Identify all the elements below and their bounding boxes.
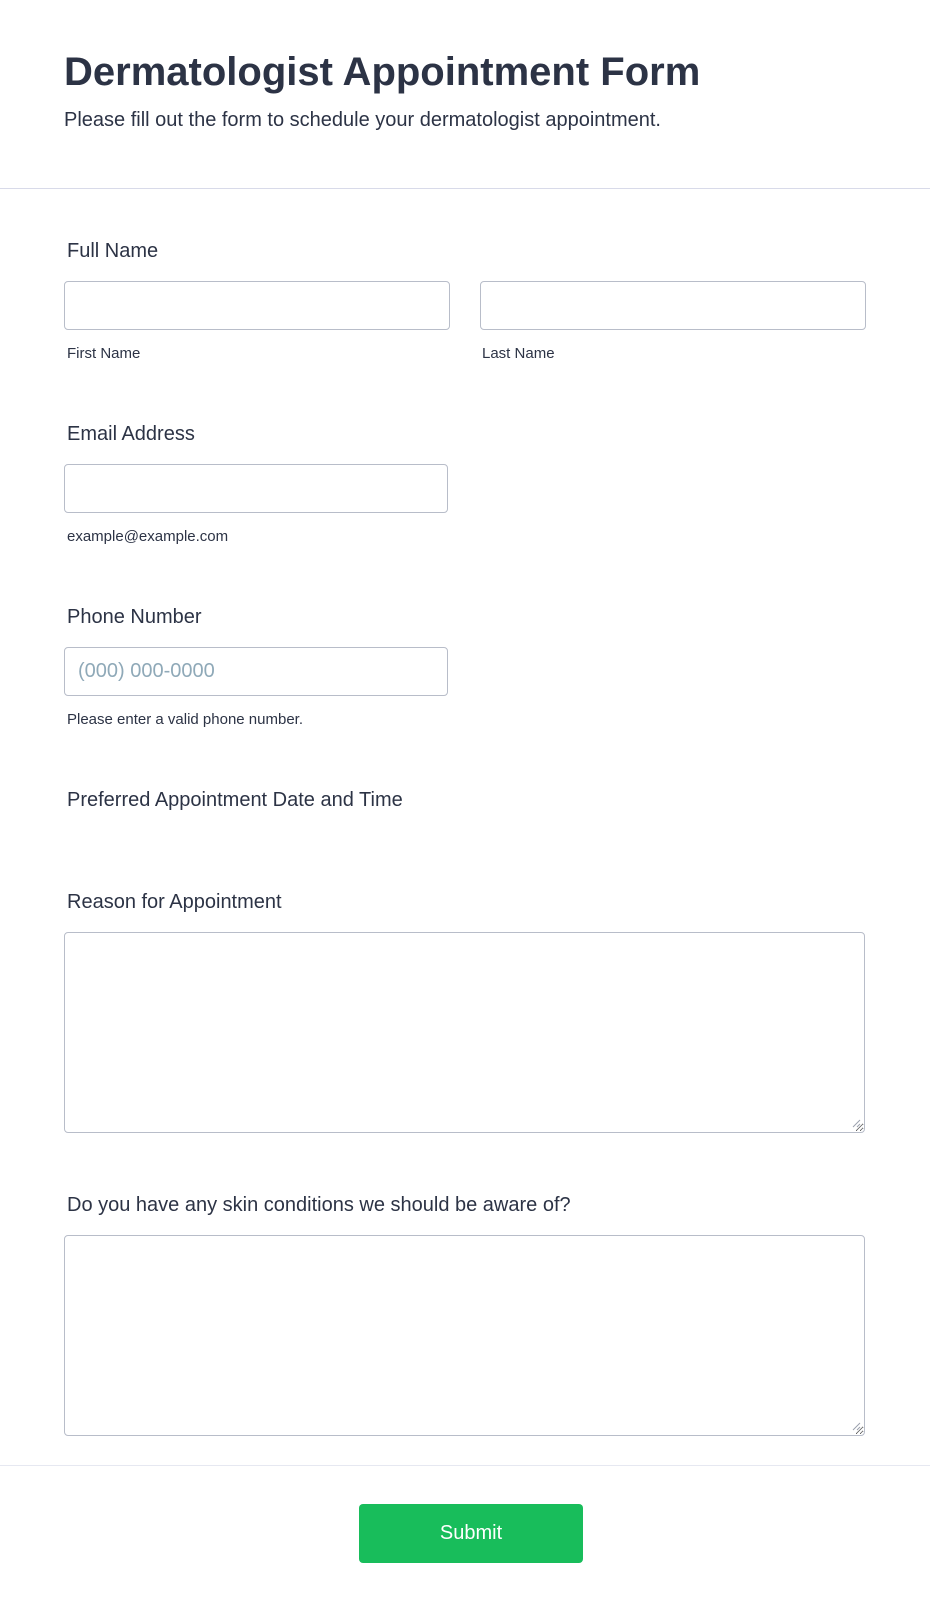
resize-grip-icon[interactable]: [851, 1118, 861, 1128]
form-subtitle: Please fill out the form to schedule your dermatologist appointment.: [64, 109, 661, 131]
reason-textarea[interactable]: [64, 932, 865, 1133]
last-name-input[interactable]: [480, 281, 866, 330]
email-sublabel: example@example.com: [67, 528, 229, 545]
last-name-sublabel: Last Name: [482, 345, 555, 362]
phone-label: Phone Number: [67, 606, 202, 628]
phone-input[interactable]: [64, 647, 448, 696]
submit-button[interactable]: Submit: [359, 1504, 583, 1563]
full-name-label: Full Name: [67, 240, 159, 262]
resize-grip-icon[interactable]: [851, 1421, 861, 1431]
email-label: Email Address: [67, 423, 195, 445]
appointment-datetime-label: Preferred Appointment Date and Time: [67, 789, 403, 811]
email-input[interactable]: [64, 464, 448, 513]
skin-conditions-label: Do you have any skin conditions we should be aware of?: [67, 1194, 571, 1216]
first-name-sublabel: First Name: [67, 345, 141, 362]
form-title: Dermatologist Appointment Form: [64, 50, 701, 94]
form-header: [0, 0, 930, 189]
skin-conditions-textarea[interactable]: [64, 1235, 865, 1436]
footer-divider: [0, 1465, 930, 1466]
reason-label: Reason for Appointment: [67, 891, 282, 913]
first-name-input[interactable]: [64, 281, 450, 330]
phone-sublabel: Please enter a valid phone number.: [67, 711, 303, 728]
